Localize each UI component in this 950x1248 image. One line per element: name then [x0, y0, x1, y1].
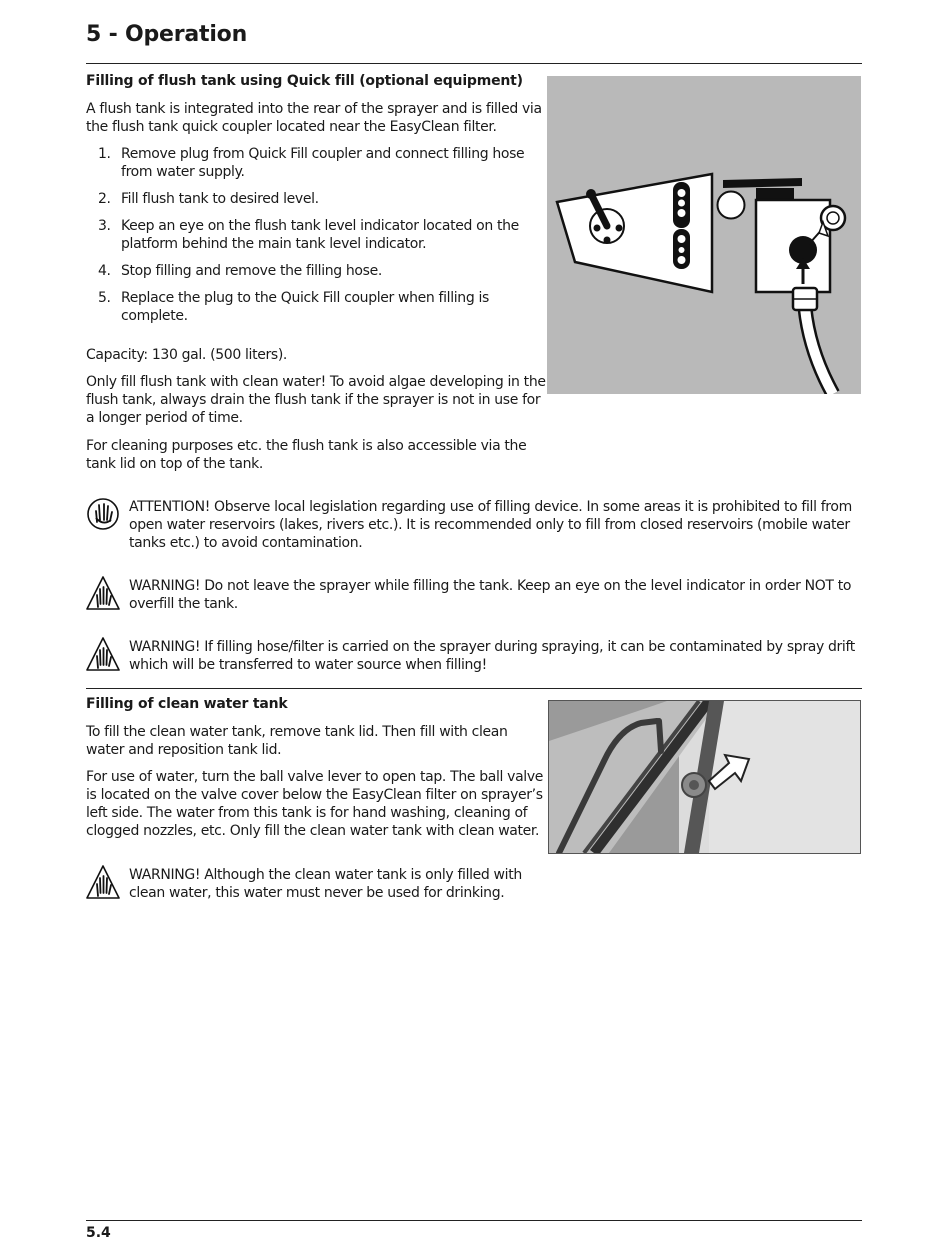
round-indicator [718, 192, 745, 219]
step-number: 4. [98, 263, 111, 279]
section-rule [86, 688, 862, 689]
clean-water-note: Only fill flush tank with clean water! To avoid algae developing in the flush tank, always drain the flush tank if the sprayer is not in use for a longer period of time. [86, 374, 546, 426]
step-text: Stop filling and remove the filling hose. [121, 263, 382, 279]
step-number: 1. [98, 146, 111, 162]
fill-step [86, 190, 546, 208]
warning-text: WARNING! If filling hose/filter is carried on the sprayer during spraying, it can be contaminated by spray drift which will be transferred to water source when filling! [129, 639, 855, 673]
ball-valve-drawing [549, 701, 860, 853]
cover-bar [723, 178, 802, 188]
attention-hand-icon [86, 496, 120, 532]
fill-step [86, 145, 546, 181]
footer-rule [86, 1220, 862, 1221]
warning-hand-icon [86, 636, 120, 672]
fill-steps-list [86, 145, 546, 334]
quick-fill-illustration [547, 76, 861, 394]
attention-notice [86, 498, 862, 552]
cleaning-note: For cleaning purposes etc. the flush tank is also accessible via the tank lid on top of the tank. [86, 438, 527, 472]
warning-notice [86, 577, 862, 613]
page-number: 5.4 [86, 1225, 111, 1241]
step-number: 3. [98, 218, 111, 234]
warning-notice [86, 638, 862, 674]
step-number: 5. [98, 290, 111, 306]
step-text: Keep an eye on the flush tank level indicator located on the platform behind the main tank level indicator. [121, 218, 519, 252]
header-rule [86, 63, 862, 64]
clean-water-tank-photo [548, 700, 861, 854]
drinking-warning-notice [86, 866, 546, 902]
drinking-warning-text: WARNING! Although the clean water tank is only filled with clean water, this water must never be used for drinking. [129, 867, 522, 901]
quick-fill-drawing [547, 76, 861, 394]
clean-water-tank-heading: Filling of clean water tank [86, 696, 288, 712]
step-text: Remove plug from Quick Fill coupler and connect filling hose from water supply. [121, 146, 525, 180]
flush-tank-intro: A flush tank is integrated into the rear of the sprayer and is filled via the flush tank quick coupler located near the EasyClean filter. [86, 101, 542, 135]
step-text: Fill flush tank to desired level. [121, 191, 319, 207]
chapter-title: 5 - Operation [86, 22, 248, 47]
warning-hand-icon [86, 864, 120, 900]
attention-text: ATTENTION! Observe local legislation regarding use of filling device. In some areas it is prohibited to fill from open water reservoirs (lakes, rivers etc.). It is recommended only to fill from closed reservoirs (mobile water tanks etc.) to avoid contamination. [129, 499, 852, 551]
clean-water-para-2: For use of water, turn the ball valve lever to open tap. The ball valve is located on the valve cover below the EasyClean filter on sprayer’s left side. The water from this tank is for hand washing, cleaning of clogged nozzles, etc. Only fill the clean water tank with clean water. [86, 769, 544, 839]
warning-hand-icon [86, 575, 120, 611]
capacity-text: Capacity: 130 gal. (500 liters). [86, 347, 288, 363]
flush-tank-heading: Filling of flush tank using Quick fill (optional equipment) [86, 73, 523, 89]
fill-step [86, 217, 546, 253]
step-text: Replace the plug to the Quick Fill coupler when filling is complete. [121, 290, 489, 324]
warning-text: WARNING! Do not leave the sprayer while filling the tank. Keep an eye on the level indicator in order NOT to overfill the tank. [129, 578, 852, 612]
clean-water-para-1: To fill the clean water tank, remove tank lid. Then fill with clean water and reposition tank lid. [86, 724, 508, 758]
fill-step [86, 289, 546, 325]
fill-step [86, 262, 546, 280]
step-number: 2. [98, 191, 111, 207]
